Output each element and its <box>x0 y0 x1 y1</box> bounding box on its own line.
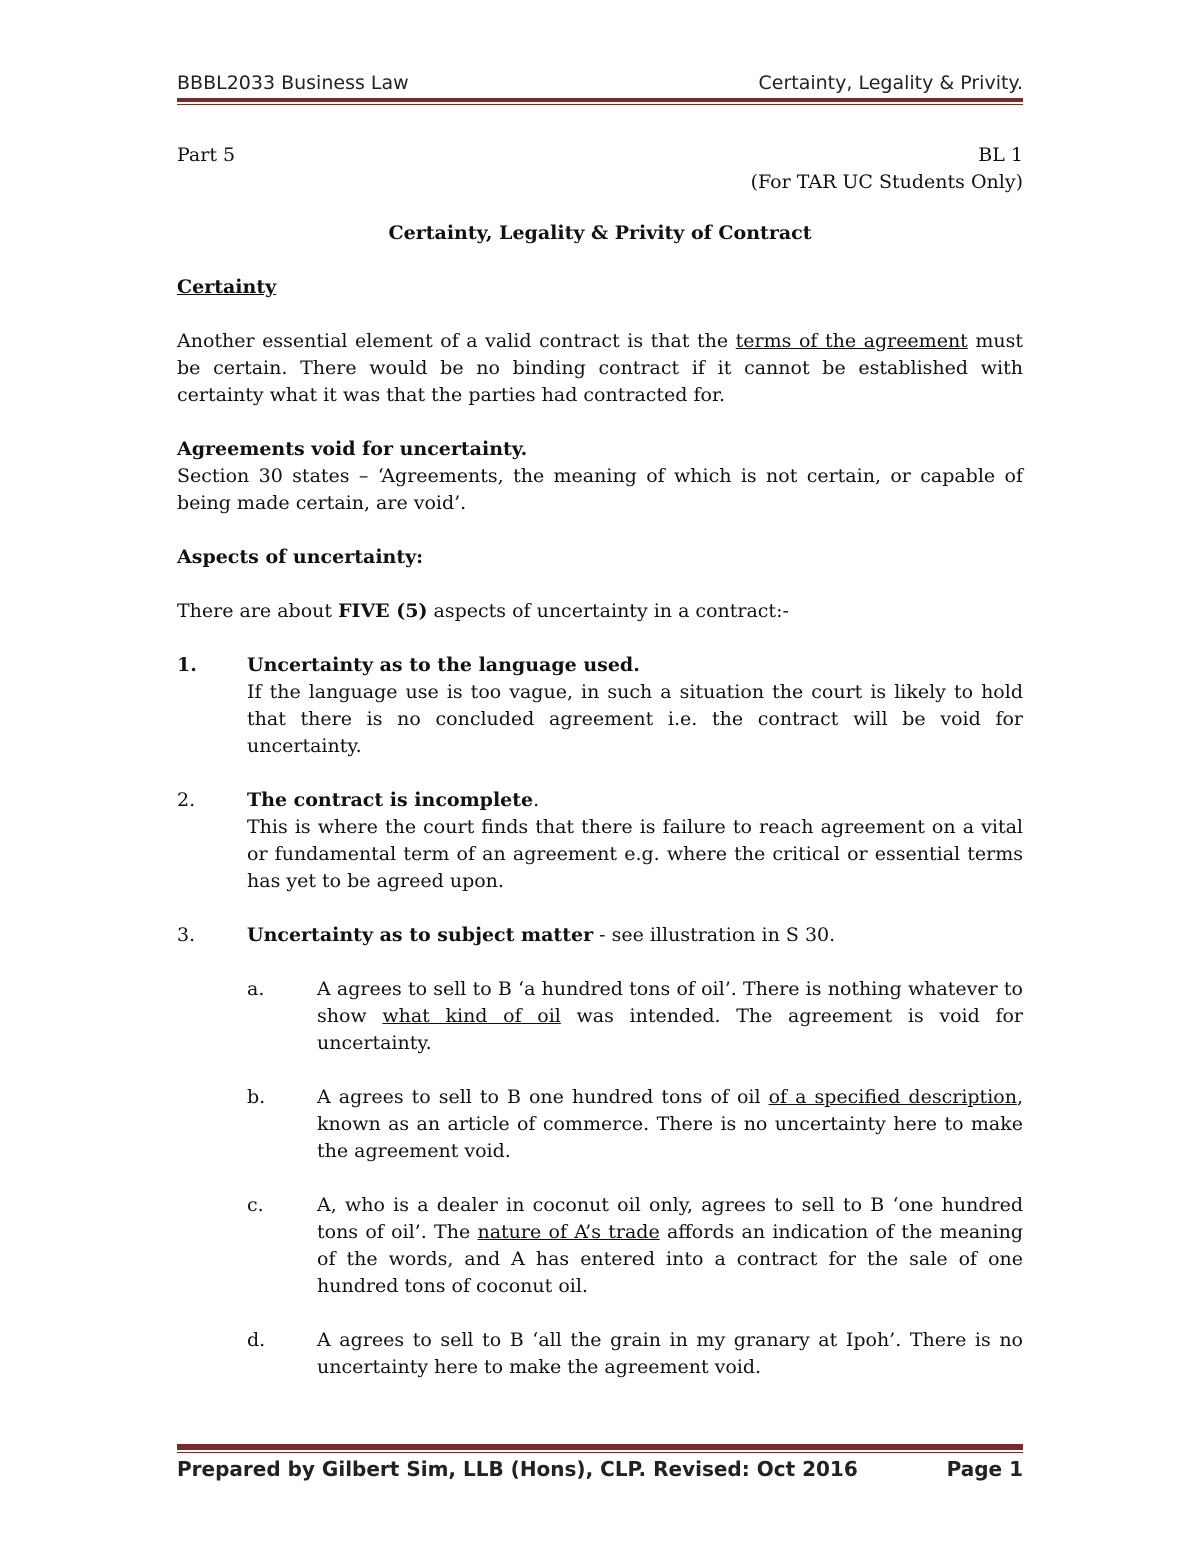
sub-list-item <box>247 1327 1023 1381</box>
sub-list-item <box>247 1192 1023 1300</box>
document-body <box>177 142 1023 1381</box>
list-item <box>177 652 1023 760</box>
page-footer <box>177 1457 1023 1481</box>
code-label: BL 1 <box>978 144 1023 166</box>
certainty-intro: Another essential element of a valid contract is that the terms of the agreement must be certain. There would be no binding contract if it cannot be established with certainty what it was that the parties had contracted for. <box>177 330 1023 406</box>
list-item <box>177 787 1023 895</box>
footer-rule-thin <box>177 1452 1023 1453</box>
item-title: Uncertainty as to the language used. <box>247 654 640 676</box>
aspects-intro: There are about FIVE (5) aspects of uncertainty in a contract:- <box>177 600 789 622</box>
author-credit: Prepared by Gilbert Sim, LLB (Hons), CLP. Revised: Oct 2016 <box>177 1457 858 1481</box>
item-text: This is where the court finds that there is failure to reach agreement on a vital or fundamental term of an agreement e.g. where the critical or essential terms has yet to be agreed upon. <box>247 816 1023 892</box>
item-number: 2. <box>177 789 196 811</box>
void-text: Section 30 states – ‘Agreements, the meaning of which is not certain, or capable of being made certain, are void’. <box>177 465 1023 514</box>
item-title-line: The contract is incomplete. <box>247 789 540 811</box>
audience-note: (For TAR UC Students Only) <box>750 171 1023 193</box>
header-topic: Certainty, Legality & Privity. <box>758 72 1023 94</box>
void-heading: Agreements void for uncertainty. <box>177 438 528 460</box>
part-label: Part 5 <box>177 144 236 166</box>
sub-item-letter: a. <box>247 978 265 1000</box>
sub-item-text: A, who is a dealer in coconut oil only, agrees to sell to B ‘one hundred tons of oil’. The nature of A’s trade affords an indication of the meaning of the words, and A has entered into a contract for the sale of one hundred tons of coconut oil. <box>317 1194 1023 1297</box>
header-rule-thin <box>177 104 1023 105</box>
sub-list-item <box>247 976 1023 1057</box>
page-number: Page 1 <box>946 1457 1023 1481</box>
meta-row <box>177 142 1023 169</box>
item-text: If the language use is too vague, in such a situation the court is likely to hold that there is no concluded agreement i.e. the contract will be void for uncertainty. <box>247 681 1023 757</box>
sub-item-text: A agrees to sell to B one hundred tons of oil of a specified description, known as an article of commerce. There is no uncertainty here to make the agreement void. <box>317 1086 1023 1162</box>
sub-item-letter: c. <box>247 1194 264 1216</box>
page-header <box>177 72 1023 94</box>
certainty-heading: Certainty <box>177 276 277 298</box>
sub-item-text: A agrees to sell to B ‘a hundred tons of oil’. There is nothing whatever to show what kind of oil was intended. The agreement is void for uncertainty. <box>317 978 1023 1054</box>
sub-item-letter: b. <box>247 1086 266 1108</box>
course-title: BBBL2033 Business Law <box>177 72 409 94</box>
sub-item-letter: d. <box>247 1329 266 1351</box>
item-title-line: Uncertainty as to subject matter - see illustration in S 30. <box>247 924 836 946</box>
footer-rule <box>177 1444 1023 1450</box>
header-rule <box>177 98 1023 102</box>
aspects-heading: Aspects of uncertainty: <box>177 546 424 568</box>
list-item <box>177 922 1023 949</box>
document-title: Certainty, Legality & Privity of Contract <box>388 222 812 244</box>
sub-item-text: A agrees to sell to B ‘all the grain in my granary at Ipoh’. There is no uncertainty here to make the agreement void. <box>317 1329 1023 1378</box>
item-number: 1. <box>177 654 197 676</box>
sub-list-item <box>247 1084 1023 1165</box>
item-number: 3. <box>177 924 196 946</box>
underlined-phrase: terms of the agreement <box>735 330 968 352</box>
